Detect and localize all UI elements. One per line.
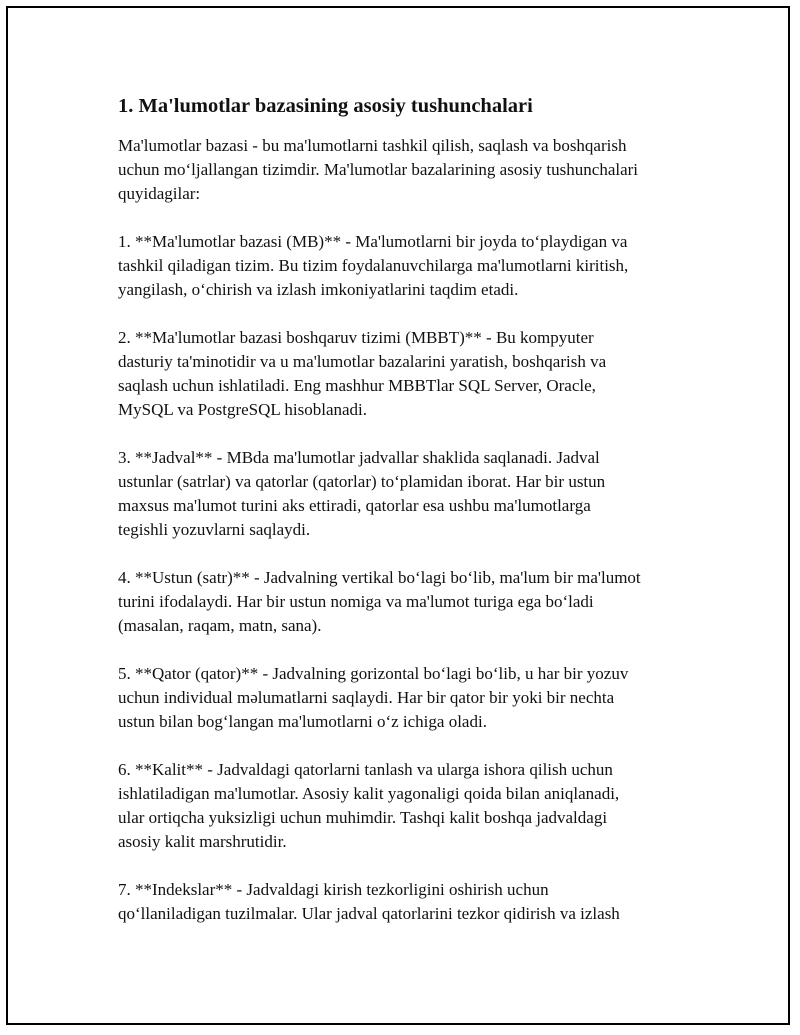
paragraph-line: (masalan, raqam, matn, sana).: [118, 616, 322, 635]
item-3-paragraph: [118, 446, 718, 542]
paragraph-line: dasturiy ta'minotidir va u ma'lumotlar bazalarini yaratish, boshqarish va: [118, 352, 607, 371]
paragraph-line: ular ortiqcha yuksizligi uchun muhimdir. Tashqi kalit boshqa jadvaldagi: [118, 808, 608, 827]
intro-paragraph: [118, 134, 718, 206]
paragraph-line: 6. **Kalit** - Jadvaldagi qatorlarni tanlash va ularga ishora qilish uchun: [118, 760, 613, 779]
item-6-paragraph: [118, 758, 718, 854]
paragraph-line: asosiy kalit marshrutidir.: [118, 832, 287, 851]
item-4-paragraph: [118, 566, 718, 638]
paragraph-line: 3. **Jadval** - MBda ma'lumotlar jadvallar shaklida saqlanadi. Jadval: [118, 448, 600, 467]
paragraph-line: tegishli yozuvlarni saqlaydi.: [118, 520, 311, 539]
item-1-paragraph: [118, 230, 718, 302]
paragraph-line: 2. **Ma'lumotlar bazasi boshqaruv tizimi (MBBT)** - Bu kompyuter: [118, 328, 594, 347]
paragraph-line: 5. **Qator (qator)** - Jadvalning gorizontal boʻlagi boʻlib, u har bir yozuv: [118, 664, 629, 683]
item-5-paragraph: [118, 662, 718, 734]
paragraph-line: 1. **Ma'lumotlar bazasi (MB)** - Ma'lumotlarni bir joyda toʻplaydigan va: [118, 232, 628, 251]
paragraph-line: turini ifodalaydi. Har bir ustun nomiga va ma'lumot turiga ega boʻladi: [118, 592, 594, 611]
paragraph-line: 7. **Indekslar** - Jadvaldagi kirish tezkorligini oshirish uchun: [118, 880, 549, 899]
paragraph-line: ustunlar (satrlar) va qatorlar (qatorlar) toʻplamidan iborat. Har bir ustun: [118, 472, 606, 491]
paragraph-line: quyidagilar:: [118, 184, 201, 203]
item-2-paragraph: [118, 326, 718, 422]
paragraph-line: ishlatiladigan ma'lumotlar. Asosiy kalit yagonaligi qoida bilan aniqlanadi,: [118, 784, 620, 803]
section-heading: 1. Ma'lumotlar bazasining asosiy tushunchalari: [118, 95, 533, 117]
item-7-paragraph: [118, 878, 718, 926]
paragraph-line: uchun moʻljallangan tizimdir. Ma'lumotlar bazalarining asosiy tushunchalari: [118, 160, 639, 179]
paragraph-line: Ma'lumotlar bazasi - bu ma'lumotlarni tashkil qilish, saqlash va boshqarish: [118, 136, 627, 155]
paragraph-line: ustun bilan bogʻlangan ma'lumotlarni oʻz ichiga oladi.: [118, 712, 487, 731]
paragraph-line: uchun individual məlumatlarni saqlaydi. Har bir qator bir yoki bir nechta: [118, 688, 615, 707]
paragraph-line: tashkil qiladigan tizim. Bu tizim foydalanuvchilarga ma'lumotlarni kiritish,: [118, 256, 629, 275]
paragraph-line: 4. **Ustun (satr)** - Jadvalning vertikal boʻlagi boʻlib, ma'lum bir ma'lumot: [118, 568, 641, 587]
paragraph-line: maxsus ma'lumot turini aks ettiradi, qatorlar esa ushbu ma'lumotlarga: [118, 496, 591, 515]
paragraph-line: MySQL va PostgreSQL hisoblanadi.: [118, 400, 368, 419]
paragraph-line: yangilash, oʻchirish va izlash imkoniyatlarini taqdim etadi.: [118, 280, 519, 299]
paragraph-line: qoʻllaniladigan tuzilmalar. Ular jadval qatorlarini tezkor qidirish va izlash: [118, 904, 620, 923]
document-body: [118, 94, 718, 950]
paragraph-line: saqlash uchun ishlatiladi. Eng mashhur MBBTlar SQL Server, Oracle,: [118, 376, 596, 395]
